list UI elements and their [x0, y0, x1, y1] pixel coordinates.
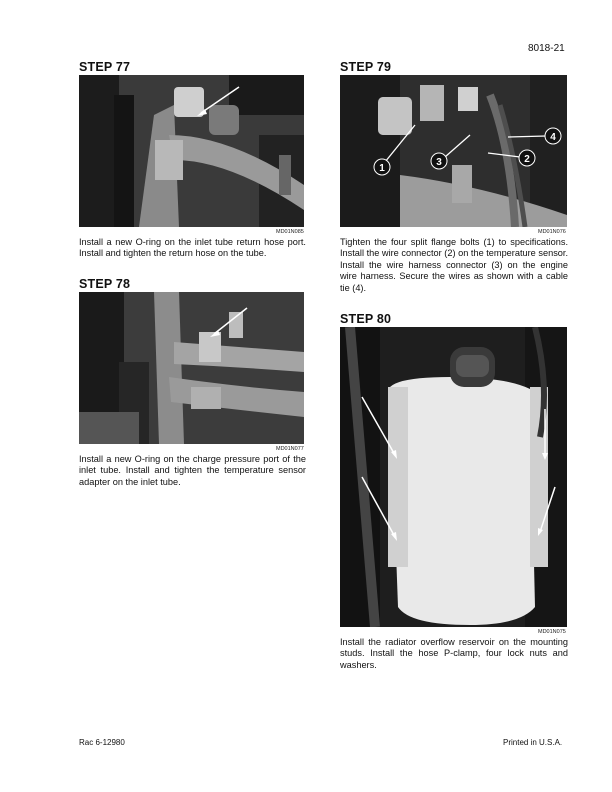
- step-80-figure-code: MD01N075: [538, 629, 566, 635]
- step-79-figure-code: MD01N076: [538, 229, 566, 235]
- callout-4: [545, 128, 561, 144]
- svg-text:3: 3: [436, 157, 442, 168]
- svg-text:4: 4: [550, 132, 556, 143]
- step-79-callouts: [340, 75, 567, 227]
- step-79-title: STEP 79: [340, 60, 392, 74]
- callout-2: [519, 150, 535, 166]
- step-77-caption: Install a new O-ring on the inlet tube return hose port. Install and tighten the return hose on the tube.: [79, 237, 306, 259]
- step-79-caption: Tighten the four split flange bolts (1) to specifications. Install the wire connector (2) on the temperature sensor. Install the wire harness connector (3) on the engine wire harness. Secure the wires as shown with a cable tie (4).: [340, 237, 568, 293]
- step-78-caption: Install a new O-ring on the charge pressure port of the inlet tube. Install and tighten the temperature sensor adapter on the inlet tube.: [79, 454, 306, 487]
- callout-1: [374, 159, 390, 175]
- step-80-title: STEP 80: [340, 312, 392, 326]
- step-78-photo: [79, 292, 304, 444]
- footer-right: Printed in U.S.A.: [503, 738, 563, 747]
- step-80-photo: [340, 327, 567, 627]
- step-77-photo: [79, 75, 304, 227]
- svg-text:1: 1: [379, 163, 385, 174]
- step-77-title: STEP 77: [79, 60, 131, 74]
- step-80-caption: Install the radiator overflow reservoir on the mounting studs. Install the hose P-clamp, four lock nuts and washers.: [340, 637, 568, 670]
- callout-3: [431, 153, 447, 169]
- step-78-title: STEP 78: [79, 277, 131, 291]
- step-78-figure-code: MD01N077: [276, 446, 304, 452]
- step-77-figure-code: MD01N085: [276, 229, 304, 235]
- page-number: 8018-21: [528, 43, 565, 54]
- svg-text:2: 2: [524, 154, 530, 165]
- footer-left: Rac 6-12980: [79, 738, 125, 747]
